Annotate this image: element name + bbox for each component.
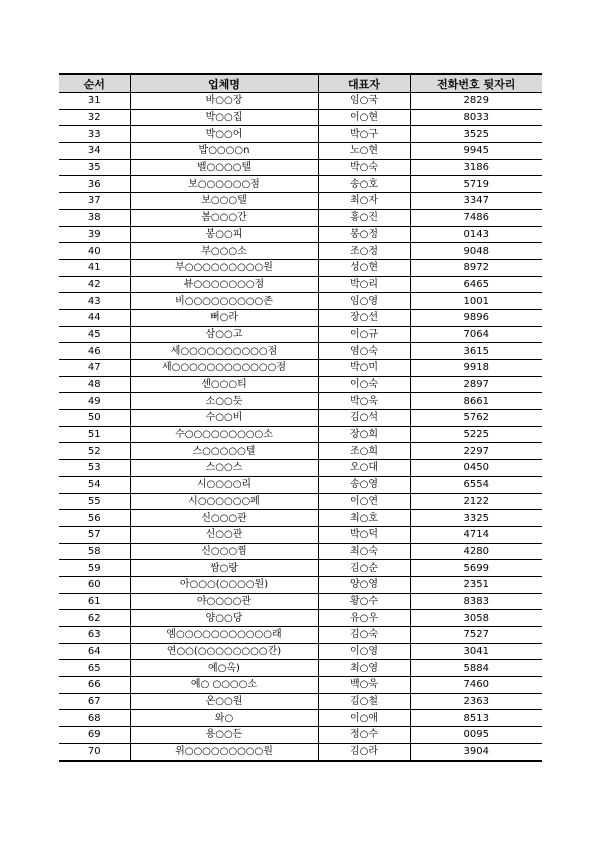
cell-phone-last-digits: 3904 — [410, 743, 542, 760]
cell-representative: 박○리 — [318, 276, 410, 293]
table-row — [59, 593, 542, 610]
cell-no: 34 — [59, 143, 130, 160]
cell-business-name: 시○○○○○○페 — [130, 493, 318, 510]
table-row — [59, 109, 542, 126]
cell-phone-last-digits: 9048 — [410, 243, 542, 260]
cell-business-name: 소○○듯 — [130, 393, 318, 410]
cell-no: 61 — [59, 593, 130, 610]
header-no: 순서 — [59, 74, 130, 93]
cell-business-name: 보○○○텔 — [130, 193, 318, 210]
cell-no: 43 — [59, 293, 130, 310]
cell-no: 45 — [59, 326, 130, 343]
cell-business-name: 수○○비 — [130, 410, 318, 427]
cell-representative: 장○선 — [318, 309, 410, 326]
cell-representative: 유○우 — [318, 610, 410, 627]
table-row — [59, 610, 542, 627]
table-row — [59, 393, 542, 410]
cell-no: 57 — [59, 526, 130, 543]
cell-representative: 박○덕 — [318, 526, 410, 543]
cell-phone-last-digits: 3325 — [410, 510, 542, 527]
cell-phone-last-digits: 5762 — [410, 410, 542, 427]
table-row — [59, 159, 542, 176]
table-row — [59, 643, 542, 660]
table-row — [59, 627, 542, 644]
table-row — [59, 710, 542, 727]
cell-no: 55 — [59, 493, 130, 510]
cell-phone-last-digits: 0095 — [410, 727, 542, 744]
cell-business-name: 와○ — [130, 710, 318, 727]
cell-phone-last-digits: 2363 — [410, 693, 542, 710]
cell-no: 56 — [59, 510, 130, 527]
cell-business-name: 센○○○티 — [130, 376, 318, 393]
cell-business-name: 봉○○피 — [130, 226, 318, 243]
table-row — [59, 426, 542, 443]
cell-phone-last-digits: 9945 — [410, 143, 542, 160]
cell-business-name: 예○옥) — [130, 660, 318, 677]
cell-business-name: 보○○○○○○점 — [130, 176, 318, 193]
cell-phone-last-digits: 7460 — [410, 677, 542, 694]
cell-no: 70 — [59, 743, 130, 760]
cell-business-name: 시○○○○리 — [130, 476, 318, 493]
cell-no: 66 — [59, 677, 130, 694]
cell-representative: 홍○진 — [318, 209, 410, 226]
cell-business-name: 바○○장 — [130, 93, 318, 110]
cell-business-name: 벨○○○○텔 — [130, 159, 318, 176]
cell-phone-last-digits: 3615 — [410, 343, 542, 360]
table-row — [59, 743, 542, 760]
cell-representative: 오○대 — [318, 460, 410, 477]
cell-no: 62 — [59, 610, 130, 627]
cell-phone-last-digits: 2297 — [410, 443, 542, 460]
cell-representative: 이○애 — [318, 710, 410, 727]
header-representative: 대표자 — [318, 74, 410, 93]
cell-business-name: 박○○어 — [130, 126, 318, 143]
cell-phone-last-digits: 5719 — [410, 176, 542, 193]
cell-no: 40 — [59, 243, 130, 260]
cell-representative: 최○영 — [318, 660, 410, 677]
cell-no: 52 — [59, 443, 130, 460]
cell-phone-last-digits: 8383 — [410, 593, 542, 610]
table-row — [59, 560, 542, 577]
cell-no: 69 — [59, 727, 130, 744]
cell-representative: 이○현 — [318, 109, 410, 126]
cell-business-name: 신○○○찜 — [130, 543, 318, 560]
cell-phone-last-digits: 3186 — [410, 159, 542, 176]
cell-phone-last-digits: 5699 — [410, 560, 542, 577]
cell-business-name: 엠○○○○○○○○○○○래 — [130, 627, 318, 644]
cell-business-name: 비○○○○○○○○○존 — [130, 293, 318, 310]
cell-representative: 염○숙 — [318, 343, 410, 360]
cell-representative: 장○희 — [318, 426, 410, 443]
cell-representative: 봉○정 — [318, 226, 410, 243]
cell-representative: 이○영 — [318, 643, 410, 660]
cell-business-name: 밥○○○○n — [130, 143, 318, 160]
cell-business-name: 온○○원 — [130, 693, 318, 710]
table-row — [59, 126, 542, 143]
cell-representative: 최○숙 — [318, 543, 410, 560]
cell-representative: 김○숙 — [318, 627, 410, 644]
table-row — [59, 276, 542, 293]
cell-business-name: 세○○○○○○○○○○점 — [130, 343, 318, 360]
table-row — [59, 576, 542, 593]
table-row — [59, 209, 542, 226]
table-row — [59, 243, 542, 260]
cell-no: 31 — [59, 93, 130, 110]
cell-business-name: 부○○○소 — [130, 243, 318, 260]
cell-representative: 이○숙 — [318, 376, 410, 393]
table-row — [59, 326, 542, 343]
cell-representative: 임○영 — [318, 293, 410, 310]
cell-phone-last-digits: 3058 — [410, 610, 542, 627]
cell-business-name: 부○○○○○○○○○원 — [130, 259, 318, 276]
cell-business-name: 야○○○○관 — [130, 593, 318, 610]
table-row — [59, 259, 542, 276]
table-row — [59, 226, 542, 243]
cell-business-name: 봄○○○간 — [130, 209, 318, 226]
cell-representative: 백○욱 — [318, 677, 410, 694]
cell-no: 41 — [59, 259, 130, 276]
cell-no: 32 — [59, 109, 130, 126]
table-row — [59, 677, 542, 694]
cell-no: 37 — [59, 193, 130, 210]
cell-business-name: 신○○관 — [130, 526, 318, 543]
cell-no: 65 — [59, 660, 130, 677]
cell-phone-last-digits: 7064 — [410, 326, 542, 343]
cell-business-name: 스○○스 — [130, 460, 318, 477]
cell-phone-last-digits: 6465 — [410, 276, 542, 293]
cell-business-name: 박○○집 — [130, 109, 318, 126]
cell-representative: 이○규 — [318, 326, 410, 343]
cell-no: 50 — [59, 410, 130, 427]
cell-no: 44 — [59, 309, 130, 326]
cell-phone-last-digits: 4280 — [410, 543, 542, 560]
table-body — [59, 93, 542, 761]
cell-representative: 최○호 — [318, 510, 410, 527]
cell-representative: 송○영 — [318, 476, 410, 493]
cell-business-name: 예○ ○○○○소 — [130, 677, 318, 694]
table-row — [59, 727, 542, 744]
cell-phone-last-digits: 1001 — [410, 293, 542, 310]
cell-no: 38 — [59, 209, 130, 226]
cell-no: 64 — [59, 643, 130, 660]
cell-representative: 김○순 — [318, 560, 410, 577]
cell-business-name: 삼○○고 — [130, 326, 318, 343]
cell-phone-last-digits: 8513 — [410, 710, 542, 727]
cell-representative: 노○현 — [318, 143, 410, 160]
cell-no: 63 — [59, 627, 130, 644]
cell-representative: 조○희 — [318, 443, 410, 460]
cell-business-name: 양○○당 — [130, 610, 318, 627]
cell-no: 53 — [59, 460, 130, 477]
cell-business-name: 쌈○랑 — [130, 560, 318, 577]
cell-representative: 김○석 — [318, 410, 410, 427]
table-row — [59, 376, 542, 393]
cell-no: 68 — [59, 710, 130, 727]
table-row — [59, 293, 542, 310]
cell-business-name: 수○○○○○○○○○소 — [130, 426, 318, 443]
table-row — [59, 460, 542, 477]
cell-business-name: 위○○○○○○○○○원 — [130, 743, 318, 760]
cell-phone-last-digits: 0143 — [410, 226, 542, 243]
cell-no: 49 — [59, 393, 130, 410]
cell-phone-last-digits: 5225 — [410, 426, 542, 443]
cell-phone-last-digits: 0450 — [410, 460, 542, 477]
cell-representative: 김○철 — [318, 693, 410, 710]
cell-business-name: 아○○○(○○○○원) — [130, 576, 318, 593]
cell-no: 67 — [59, 693, 130, 710]
table-row — [59, 510, 542, 527]
cell-representative: 박○미 — [318, 360, 410, 377]
cell-representative: 이○연 — [318, 493, 410, 510]
cell-phone-last-digits: 8972 — [410, 259, 542, 276]
cell-phone-last-digits: 9896 — [410, 309, 542, 326]
cell-phone-last-digits: 3041 — [410, 643, 542, 660]
table-row — [59, 343, 542, 360]
cell-phone-last-digits: 2122 — [410, 493, 542, 510]
cell-business-name: 연○○(○○○○○○○○간) — [130, 643, 318, 660]
cell-phone-last-digits: 9918 — [410, 360, 542, 377]
cell-phone-last-digits: 2829 — [410, 93, 542, 110]
cell-no: 36 — [59, 176, 130, 193]
table-row — [59, 443, 542, 460]
cell-business-name: 세○○○○○○○○○○○○점 — [130, 360, 318, 377]
cell-business-name: 스○○○○○텔 — [130, 443, 318, 460]
cell-representative: 박○욱 — [318, 393, 410, 410]
cell-representative: 황○수 — [318, 593, 410, 610]
cell-phone-last-digits: 3347 — [410, 193, 542, 210]
header-business-name: 업체명 — [130, 74, 318, 93]
cell-no: 48 — [59, 376, 130, 393]
cell-no: 59 — [59, 560, 130, 577]
cell-representative: 임○국 — [318, 93, 410, 110]
cell-phone-last-digits: 8033 — [410, 109, 542, 126]
cell-no: 33 — [59, 126, 130, 143]
cell-no: 46 — [59, 343, 130, 360]
cell-no: 35 — [59, 159, 130, 176]
table-row — [59, 193, 542, 210]
cell-phone-last-digits: 2897 — [410, 376, 542, 393]
cell-phone-last-digits: 2351 — [410, 576, 542, 593]
table-row — [59, 543, 542, 560]
cell-phone-last-digits: 7486 — [410, 209, 542, 226]
cell-no: 60 — [59, 576, 130, 593]
table-header-row — [59, 74, 542, 93]
table-row — [59, 360, 542, 377]
table-row — [59, 176, 542, 193]
cell-representative: 최○자 — [318, 193, 410, 210]
cell-representative: 박○숙 — [318, 159, 410, 176]
cell-representative: 김○라 — [318, 743, 410, 760]
cell-representative: 성○현 — [318, 259, 410, 276]
cell-phone-last-digits: 3525 — [410, 126, 542, 143]
table-row — [59, 493, 542, 510]
cell-no: 54 — [59, 476, 130, 493]
table-row — [59, 526, 542, 543]
table-row — [59, 410, 542, 427]
cell-phone-last-digits: 7527 — [410, 627, 542, 644]
cell-representative: 조○정 — [318, 243, 410, 260]
business-table — [59, 73, 542, 762]
cell-business-name: 용○○든 — [130, 727, 318, 744]
cell-representative: 양○영 — [318, 576, 410, 593]
cell-no: 47 — [59, 360, 130, 377]
cell-phone-last-digits: 6554 — [410, 476, 542, 493]
table-row — [59, 693, 542, 710]
table-row — [59, 476, 542, 493]
cell-representative: 송○호 — [318, 176, 410, 193]
cell-business-name: 뷰○○○○○○○점 — [130, 276, 318, 293]
table-row — [59, 660, 542, 677]
cell-no: 58 — [59, 543, 130, 560]
cell-business-name: 신○○○관 — [130, 510, 318, 527]
cell-representative: 박○구 — [318, 126, 410, 143]
cell-no: 42 — [59, 276, 130, 293]
cell-phone-last-digits: 5884 — [410, 660, 542, 677]
cell-no: 51 — [59, 426, 130, 443]
cell-no: 39 — [59, 226, 130, 243]
cell-phone-last-digits: 8661 — [410, 393, 542, 410]
table-row — [59, 309, 542, 326]
cell-business-name: 뻐○라 — [130, 309, 318, 326]
cell-phone-last-digits: 4714 — [410, 526, 542, 543]
header-phone-last-digits: 전화번호 뒷자리 — [410, 74, 542, 93]
table-row — [59, 143, 542, 160]
cell-representative: 정○수 — [318, 727, 410, 744]
table-row — [59, 93, 542, 110]
